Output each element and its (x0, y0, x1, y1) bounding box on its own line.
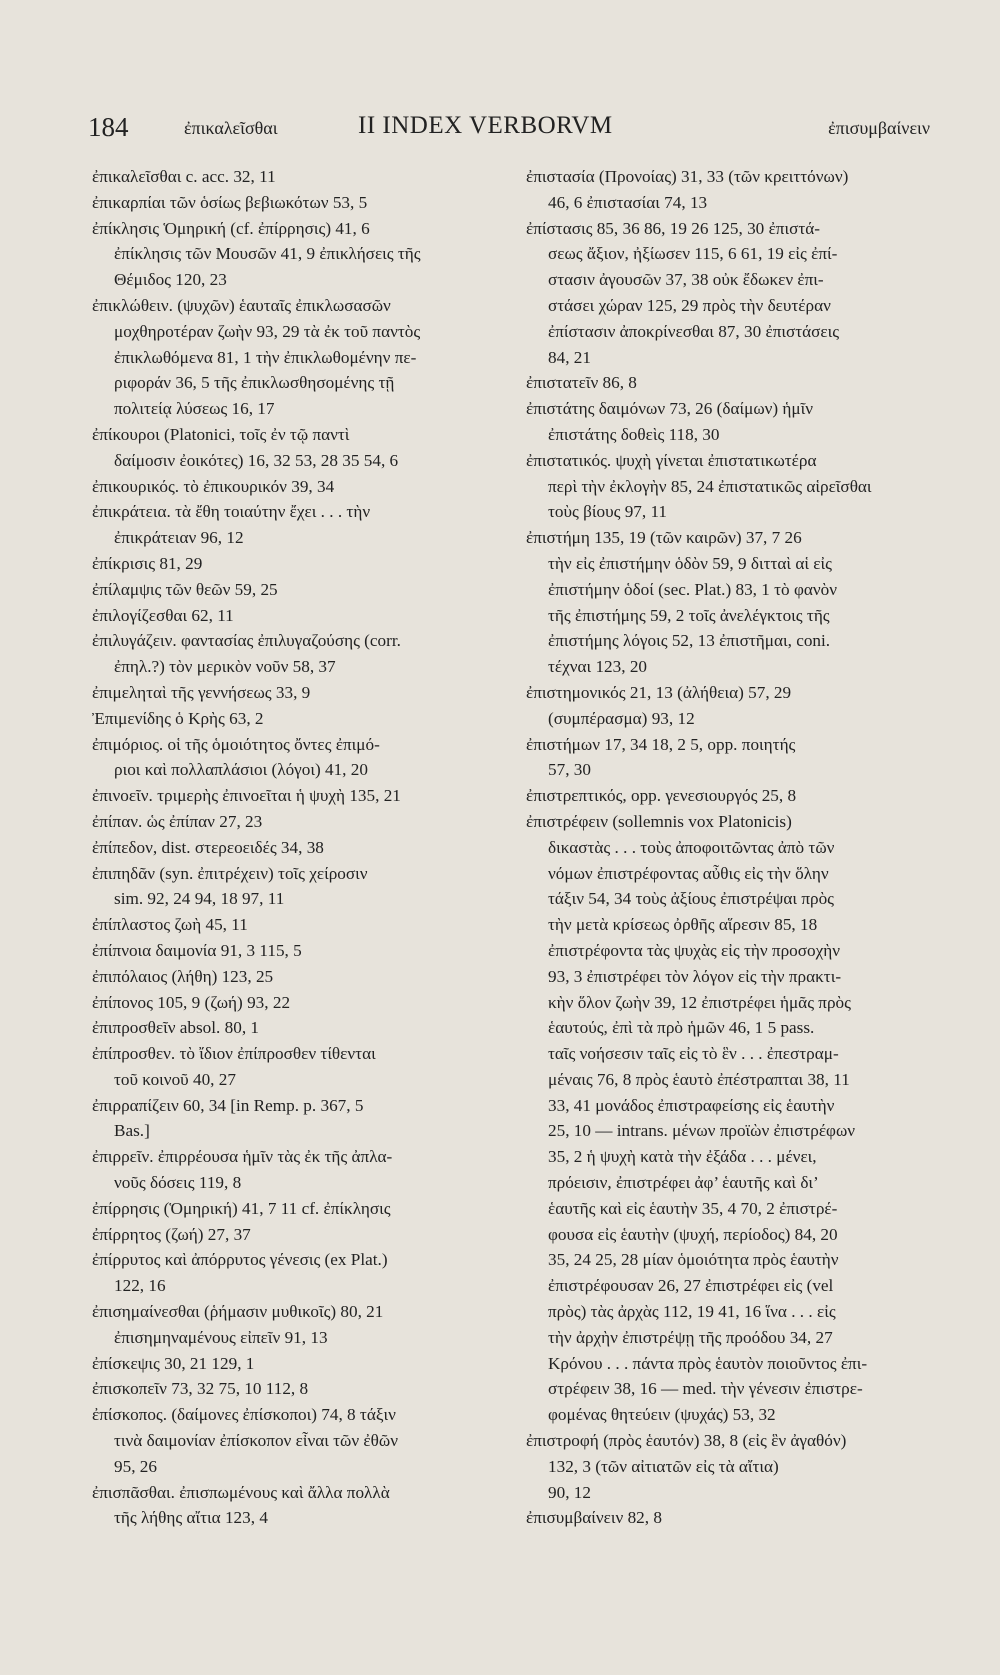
index-entry-line: ἐπιστήμων 17, 34 18, 2 5, opp. ποιητής (526, 734, 796, 754)
index-entry-line: ἐπικλώθειν. (ψυχῶν) ἑαυταῖς ἐπικλωσασῶν (92, 295, 391, 315)
index-entry-line: ἐπιστρεπτικός, opp. γενεσιουργός 25, 8 (526, 786, 797, 806)
index-entry-line: ἐπιμεληταὶ τῆς γεννήσεως 33, 9 (92, 682, 311, 702)
index-entry-line: ἐπίπλαστος ζωὴ 45, 11 (92, 915, 248, 935)
index-continuation-line: Bas.] (114, 1121, 150, 1141)
index-entry-line: ἐπικράτεια. τὰ ἔθη τοιαύτην ἔχει . . . τὴν (92, 502, 371, 522)
running-header (88, 112, 930, 152)
page-title: II INDEX VERBORVM (358, 112, 613, 139)
index-continuation-line: ἑαυτούς, ἐπὶ τὰ πρὸ ἡμῶν 46, 1 5 pass. (548, 1018, 815, 1038)
index-entry-line: ἐπίκρισις 81, 29 (92, 553, 203, 573)
page-number: 184 (88, 112, 129, 142)
index-continuation-line: ἐπιστρέφοντα τὰς ψυχὰς εἰς τὴν προσοχὴν (548, 940, 841, 960)
index-continuation-line: κὴν ὅλον ζωὴν 39, 12 ἐπιστρέφει ἡμᾶς πρὸς (548, 992, 851, 1012)
index-entry-line: ἐπισπᾶσθαι. ἐπισπωμένους καὶ ἄλλα πολλὰ (92, 1482, 390, 1502)
index-entry-line: Ἐπιμενίδης ὁ Κρὴς 63, 2 (92, 708, 264, 728)
index-entry-line: ἐπιρρεῖν. ἐπιρρέουσα ἡμῖν τὰς ἐκ τῆς ἀπλα- (92, 1147, 393, 1167)
index-continuation-line: ἐπίστασιν ἀποκρίνεσθαι 87, 30 ἐπιστάσεις (548, 321, 840, 341)
index-continuation-line: πρὸς) τὰς ἀρχὰς 112, 19 41, 16 ἵνα . . . εἰς (548, 1302, 836, 1322)
index-entry-line: ἐπιστήμη 135, 19 (τῶν καιρῶν) 37, 7 26 (526, 528, 802, 548)
index-continuation-line: (συμπέρασμα) 93, 12 (548, 708, 695, 728)
index-entry-line: ἐπικαρπίαι τῶν ὁσίως βεβιωκότων 53, 5 (92, 192, 368, 212)
index-entry-line: ἐπιστατικός. ψυχὴ γίνεται ἐπιστατικωτέρα (526, 450, 817, 470)
index-entry-line: ἐπινοεῖν. τριμερὴς ἐπινοεῖται ἡ ψυχὴ 135, 21 (92, 786, 401, 806)
index-entry-line: ἐπίσκοπος. (δαίμονες ἐπίσκοποι) 74, 8 τάξιν (92, 1405, 396, 1425)
index-continuation-line: 35, 2 ἡ ψυχὴ κατὰ τὴν ἐξάδα . . . μένει, (548, 1147, 817, 1167)
index-continuation-line: ἐπίκλησις τῶν Μουσῶν 41, 9 ἐπικλήσεις τῆς (114, 244, 421, 264)
index-continuation-line: τοὺς βίους 97, 11 (548, 502, 668, 522)
index-entry-line: ἐπιστρέφειν (sollemnis vox Platonicis) (526, 811, 792, 831)
index-entry-line: ἐπιπηδᾶν (syn. ἐπιτρέχειν) τοῖς χείροσιν (92, 863, 368, 883)
index-entry-line: ἐπίπνοια δαιμονία 91, 3 115, 5 (92, 940, 302, 960)
header-right-catchword: ἐπισυμβαίνειν (828, 118, 930, 138)
index-continuation-line: ἐπιστήμης λόγοις 52, 13 ἐπιστῆμαι, coni. (548, 631, 831, 651)
index-entry-line: ἐπιλογίζεσθαι 62, 11 (92, 605, 234, 625)
index-continuation-line: τὴν μετὰ κρίσεως ὀρθῆς αἵρεσιν 85, 18 (548, 915, 818, 935)
index-continuation-line: ἐπιστρέφουσαν 26, 27 ἐπιστρέφει εἰς (vel (548, 1276, 834, 1296)
index-continuation-line: δαίμοσιν ἐοικότες) 16, 32 53, 28 35 54, 6 (114, 450, 399, 470)
index-entry-line: ἐπίκουροι (Platonici, τοῖς ἐν τῷ παντὶ (92, 424, 350, 444)
index-continuation-line: 93, 3 ἐπιστρέφει τὸν λόγον εἰς τὴν πρακτι- (548, 966, 842, 986)
index-entry-line: ἐπιστροφή (πρὸς ἑαυτόν) 38, 8 (εἰς ἓν ἀγαθόν) (526, 1431, 847, 1451)
index-entry-line: ἐπιλυγάζειν. φαντασίας ἐπιλυγαζούσης (corr. (92, 631, 401, 651)
index-continuation-line: τοῦ κοινοῦ 40, 27 (114, 1069, 236, 1089)
index-continuation-line: 35, 24 25, 28 μίαν ὁμοιότητα πρὸς ἑαυτὴν (548, 1250, 839, 1270)
index-continuation-line: σεως ἄξιον, ἠξίωσεν 115, 6 61, 19 εἰς ἐπί- (548, 244, 838, 264)
index-continuation-line: τῆς ἐπιστήμης 59, 2 τοῖς ἀνελέγκτοις τῆς (548, 605, 830, 625)
index-continuation-line: ἐπικράτειαν 96, 12 (114, 528, 244, 548)
index-continuation-line: τῆς λήθης αἴτια 123, 4 (114, 1508, 268, 1528)
index-continuation-line: ἐπηλ.?) τὸν μερικὸν νοῦν 58, 37 (114, 657, 336, 677)
index-continuation-line: φομένας θητεύειν (ψυχάς) 53, 32 (548, 1405, 776, 1425)
index-entry-line: ἐπιστασία (Προνοίας) 31, 33 (τῶν κρειττόνων) (526, 167, 849, 186)
index-entry-line: ἐπίρρησις (Ὁμηρική) 41, 7 11 cf. ἐπίκλησις (92, 1198, 391, 1218)
index-continuation-line: 84, 21 (548, 347, 591, 367)
index-entry-line: ἐπίρρυτος καὶ ἀπόρρυτος γένεσις (ex Plat.) (92, 1250, 388, 1270)
index-entry-line: ἐπίπροσθεν. τὸ ἴδιον ἐπίπροσθεν τίθενται (92, 1044, 376, 1064)
index-continuation-line: τάξιν 54, 34 τοὺς ἀξίους ἐπιστρέψαι πρὸς (548, 889, 834, 909)
index-continuation-line: πρόεισιν, ἐπιστρέφει ἀφ’ ἑαυτῆς καὶ δι’ (548, 1173, 819, 1193)
index-continuation-line: Κρόνου . . . πάντα πρὸς ἑαυτὸν ποιοῦντος ἐπι- (548, 1353, 868, 1373)
index-continuation-line: 132, 3 (τῶν αἰτιατῶν εἰς τὰ αἴτια) (548, 1456, 779, 1476)
index-continuation-line: Θέμιδος 120, 23 (114, 270, 227, 290)
index-continuation-line: ἐπισημηναμένους εἰπεῖν 91, 13 (114, 1327, 328, 1347)
index-continuation-line: δικαστὰς . . . τοὺς ἀποφοιτῶντας ἀπὸ τῶν (548, 837, 835, 857)
index-continuation-line: περὶ τὴν ἐκλογὴν 85, 24 ἐπιστατικῶς αἱρεῖσθαι (548, 476, 872, 496)
index-continuation-line: τὴν ἀρχὴν ἐπιστρέψῃ τῆς προόδου 34, 27 (548, 1327, 833, 1347)
index-continuation-line: ἐπικλωθόμενα 81, 1 τὴν ἐπικλωθομένην πε- (114, 347, 417, 367)
index-continuation-line: τινὰ δαιμονίαν ἐπίσκοπον εἶναι τῶν ἐθῶν (114, 1431, 398, 1451)
index-continuation-line: μοχθηροτέραν ζωὴν 93, 29 τὰ ἐκ τοῦ παντὸς (114, 321, 421, 341)
index-continuation-line: 90, 12 (548, 1482, 591, 1502)
index-continuation-line: 57, 30 (548, 760, 591, 780)
index-continuation-line: 46, 6 ἐπιστασίαι 74, 13 (548, 192, 708, 212)
index-continuation-line: sim. 92, 24 94, 18 97, 11 (114, 889, 285, 909)
index-continuation-line: τὴν εἰς ἐπιστήμην ὁδὸν 59, 9 διτταὶ αἱ εἰς (548, 553, 832, 573)
index-continuation-line: ἐπιστάτης δοθεὶς 118, 30 (548, 424, 720, 444)
index-entry-line: ἐπίσκεψις 30, 21 129, 1 (92, 1353, 255, 1373)
index-entry-line: ἐπίπεδον, dist. στερεοειδές 34, 38 (92, 837, 324, 857)
left-column (92, 164, 510, 1531)
index-entry-line: ἐπίρρητος (ζωή) 27, 37 (92, 1224, 251, 1244)
index-continuation-line: 33, 41 μονάδος ἐπιστραφείσης εἰς ἑαυτὴν (548, 1095, 835, 1115)
index-entry-line: ἐπιστατεῖν 86, 8 (526, 373, 637, 393)
index-continuation-line: στάσει χώραν 125, 29 πρὸς τὴν δευτέραν (548, 295, 831, 315)
index-continuation-line: τέχναι 123, 20 (548, 657, 648, 677)
index-entry-line: ἐπιμόριος. οἱ τῆς ὁμοιότητος ὄντες ἐπιμό- (92, 734, 380, 754)
index-continuation-line: ταῖς νοήσεσιν ταῖς εἰς τὸ ἓν . . . ἐπεστραμ- (548, 1044, 839, 1064)
index-entry-line: ἐπικαλεῖσθαι c. acc. 32, 11 (92, 167, 276, 186)
index-entry-line: ἐπίπαν. ὡς ἐπίπαν 27, 23 (92, 811, 263, 831)
index-continuation-line: 122, 16 (114, 1276, 166, 1296)
index-entry-line: ἐπιπόλαιος (λήθη) 123, 25 (92, 966, 274, 986)
index-entry-line: ἐπιπροσθεῖν absol. 80, 1 (92, 1018, 260, 1038)
index-entry-line: ἐπίκλησις Ὁμηρική (cf. ἐπίρρησις) 41, 6 (92, 218, 370, 238)
index-entry-line: ἐπισημαίνεσθαι (ῥήμασιν μυθικοῖς) 80, 21 (92, 1302, 384, 1322)
index-continuation-line: ἐπιστήμην ὁδοί (sec. Plat.) 83, 1 τὸ φανὸν (548, 579, 838, 599)
index-entry-line: ἐπιστημονικός 21, 13 (ἀλήθεια) 57, 29 (526, 682, 792, 702)
index-entry-line: ἐπικουρικός. τὸ ἐπικουρικόν 39, 34 (92, 476, 335, 496)
index-continuation-line: ριοι καὶ πολλαπλάσιοι (λόγοι) 41, 20 (114, 760, 368, 780)
right-column (526, 164, 938, 1531)
index-entry-line: ἐπίστασις 85, 36 86, 19 26 125, 30 ἐπιστά- (526, 218, 820, 238)
index-continuation-line: 95, 26 (114, 1456, 157, 1476)
index-entry-line: ἐπιστάτης δαιμόνων 73, 26 (δαίμων) ἡμῖν (526, 399, 814, 419)
index-continuation-line: στρέφειν 38, 16 — med. τὴν γένεσιν ἐπιστρε- (548, 1379, 863, 1399)
index-continuation-line: ἑαυτῆς καὶ εἰς ἑαυτὴν 35, 4 70, 2 ἐπιστρέ- (548, 1198, 838, 1218)
index-entry-line: ἐπίλαμψις τῶν θεῶν 59, 25 (92, 579, 278, 599)
index-entry-line: ἐπιρραπίζειν 60, 34 [in Remp. p. 367, 5 (92, 1095, 364, 1115)
index-entry-line: ἐπίπονος 105, 9 (ζωή) 93, 22 (92, 992, 291, 1012)
index-continuation-line: ριφοράν 36, 5 τῆς ἐπικλωσθησομένης τῇ (114, 373, 395, 393)
header-left-catchword: ἐπικαλεῖσθαι (184, 118, 278, 138)
index-continuation-line: στασιν ἀγουσῶν 37, 38 οὐκ ἔδωκεν ἐπι- (548, 270, 824, 290)
index-continuation-line: μέναις 76, 8 πρὸς ἑαυτὸ ἐπέστραπται 38, 11 (548, 1069, 850, 1089)
index-continuation-line: νοῦς δόσεις 119, 8 (114, 1173, 242, 1193)
index-continuation-line: νόμων ἐπιστρέφοντας αὖθις εἰς τὴν ὅλην (548, 863, 829, 883)
index-continuation-line: πολιτείᾳ λύσεως 16, 17 (114, 399, 275, 419)
index-continuation-line: 25, 10 — intrans. μένων προϊὼν ἐπιστρέφων (548, 1121, 856, 1141)
index-entry-line: ἐπισυμβαίνειν 82, 8 (526, 1508, 662, 1528)
index-entry-line: ἐπισκοπεῖν 73, 32 75, 10 112, 8 (92, 1379, 309, 1399)
index-continuation-line: φουσα εἰς ἑαυτὴν (ψυχή, περίοδος) 84, 20 (548, 1224, 838, 1244)
